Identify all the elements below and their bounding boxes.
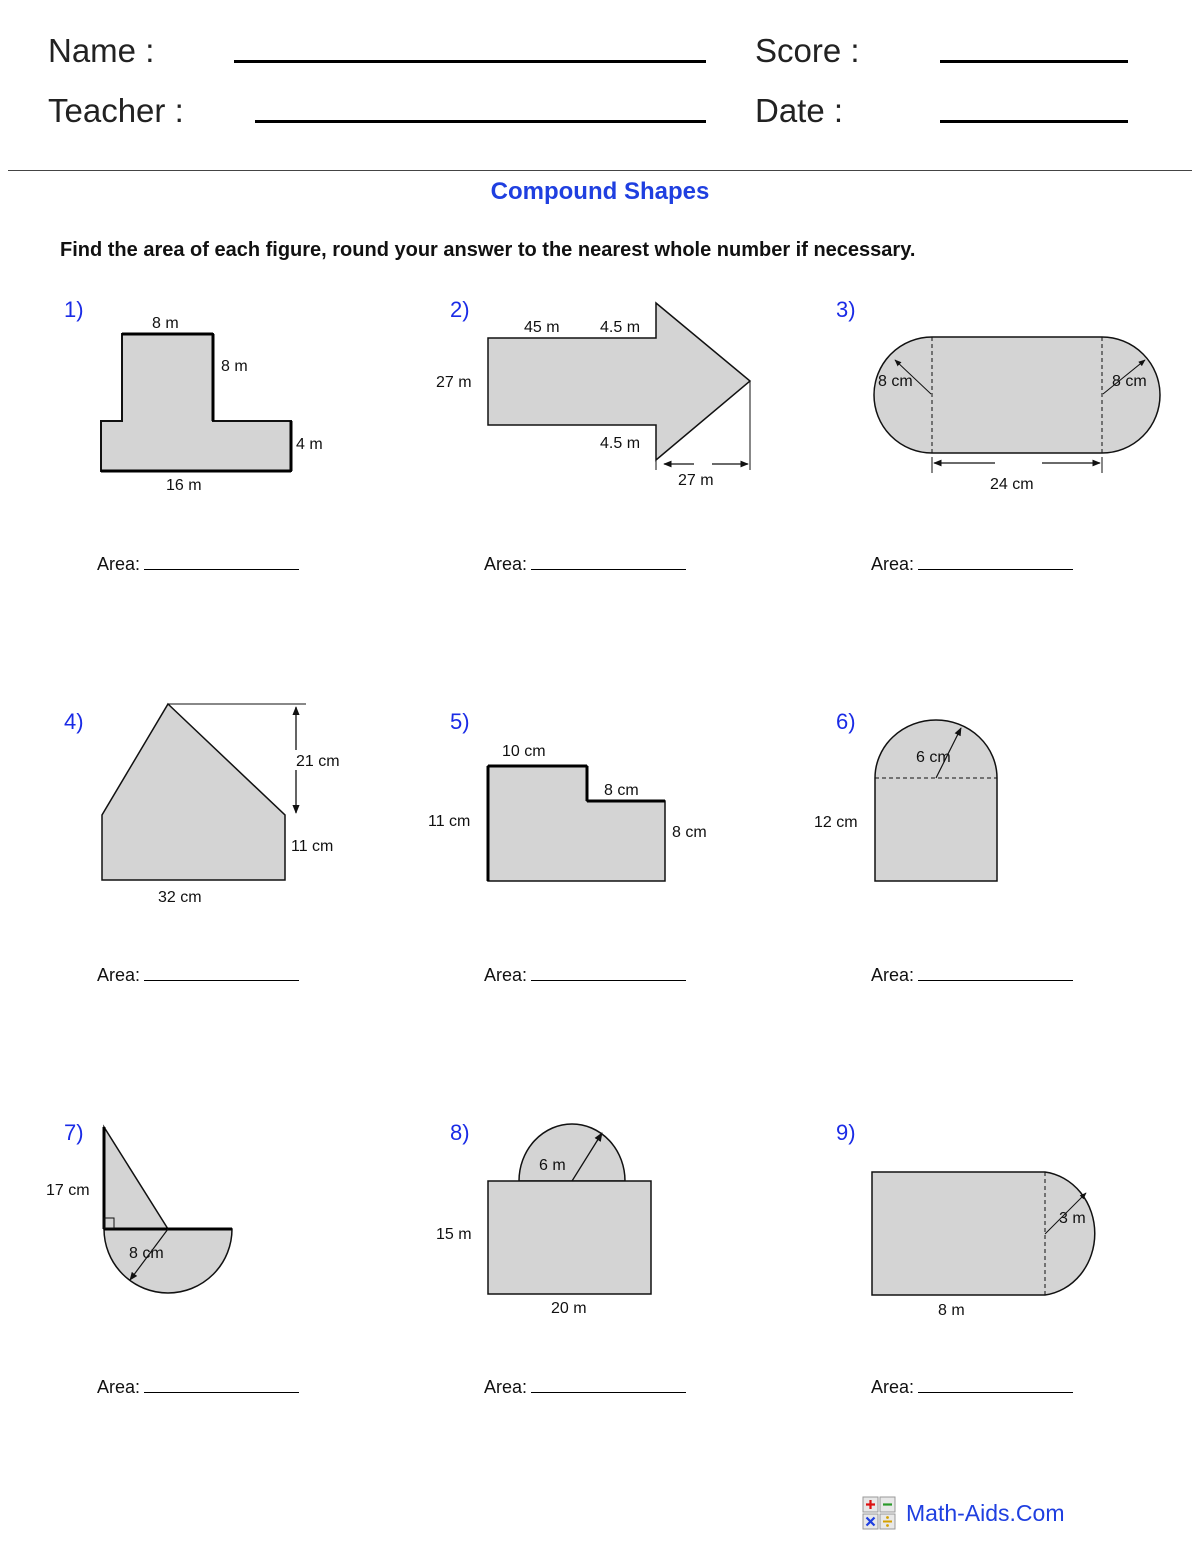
name-label: Name : — [48, 32, 155, 69]
area-label: Area: — [484, 1377, 528, 1397]
dim-label: 10 cm — [502, 743, 546, 760]
teacher-label: Teacher : — [48, 92, 184, 129]
score-label: Score : — [755, 32, 860, 69]
logo-text: Math-Aids.Com — [906, 1499, 1065, 1526]
figure-1-t-shape — [101, 315, 323, 494]
area-label: Area: — [871, 554, 915, 574]
figure-9-rect-semicircle — [872, 1172, 1095, 1319]
area-label: Area: — [871, 965, 915, 985]
problem-number: 4) — [64, 709, 84, 734]
area-answer-field[interactable] — [144, 1374, 299, 1393]
area-answer-field[interactable] — [531, 551, 686, 570]
dim-label: 8 cm — [129, 1245, 164, 1262]
dim-label: 8 cm — [878, 373, 913, 390]
dim-label: 3 m — [1059, 1210, 1086, 1227]
answer-row-8 — [484, 1374, 686, 1398]
area-answer-field[interactable] — [918, 962, 1073, 981]
area-label: Area: — [484, 554, 528, 574]
dim-label: 15 m — [436, 1226, 472, 1243]
figure-5-step-shape — [428, 743, 707, 881]
problem-number: 9) — [836, 1120, 856, 1145]
area-answer-field[interactable] — [918, 1374, 1073, 1393]
dim-label: 8 m — [152, 315, 179, 332]
dim-label: 27 m — [436, 374, 472, 391]
dim-label: 8 m — [938, 1302, 965, 1319]
answer-row-2 — [484, 551, 686, 575]
dim-label: 8 cm — [604, 782, 639, 799]
area-answer-field[interactable] — [144, 551, 299, 570]
dim-label: 17 cm — [46, 1182, 90, 1199]
answer-row-1 — [97, 551, 299, 575]
dim-label: 6 m — [539, 1157, 566, 1174]
dim-label: 8 cm — [672, 824, 707, 841]
footer-logo[interactable] — [862, 1496, 1064, 1530]
dim-label: 21 cm — [296, 753, 340, 770]
figure-3-stadium — [874, 337, 1160, 493]
dim-label: 6 cm — [916, 749, 951, 766]
problem-number: 3) — [836, 297, 856, 322]
dim-label: 27 m — [678, 472, 714, 489]
problem-number: 1) — [64, 297, 84, 322]
figure-4-pentagon — [102, 704, 340, 906]
figure-6-arch — [814, 720, 997, 881]
dim-label: 8 m — [221, 358, 248, 375]
calculator-icon — [862, 1496, 896, 1530]
dim-label: 8 cm — [1112, 373, 1147, 390]
instructions: Find the area of each figure, round your answer to the nearest whole number if necessary. — [60, 239, 916, 261]
figure-8-rect-dome — [436, 1124, 651, 1317]
worksheet-title: Compound Shapes — [490, 178, 710, 205]
dim-label: 4.5 m — [600, 319, 641, 336]
answer-row-6 — [871, 962, 1073, 986]
dim-label: 12 cm — [814, 814, 858, 831]
answer-row-3 — [871, 551, 1073, 575]
area-answer-field[interactable] — [144, 962, 299, 981]
dim-label: 20 m — [551, 1300, 587, 1317]
dim-label: 4.5 m — [600, 435, 641, 452]
dim-label: 11 cm — [291, 838, 334, 855]
area-answer-field[interactable] — [918, 551, 1073, 570]
problem-number: 7) — [64, 1120, 84, 1145]
dim-label: 32 cm — [158, 889, 202, 906]
problem-number: 2) — [450, 297, 470, 322]
problem-number: 5) — [450, 709, 470, 734]
area-label: Area: — [484, 965, 528, 985]
dim-label: 4 m — [296, 436, 323, 453]
problem-number: 6) — [836, 709, 856, 734]
area-label: Area: — [97, 965, 141, 985]
dim-label: 11 cm — [428, 813, 471, 830]
problem-number: 8) — [450, 1120, 470, 1145]
figure-2-arrow — [436, 303, 750, 489]
dim-label: 16 m — [166, 477, 202, 494]
area-answer-field[interactable] — [531, 1374, 686, 1393]
answer-row-7 — [97, 1374, 299, 1398]
area-answer-field[interactable] — [531, 962, 686, 981]
area-label: Area: — [871, 1377, 915, 1397]
area-label: Area: — [97, 1377, 141, 1397]
answer-row-9 — [871, 1374, 1073, 1398]
figure-7-triangle-semicircle — [46, 1127, 232, 1293]
answer-row-5 — [484, 962, 686, 986]
dim-label: 45 m — [524, 319, 560, 336]
area-label: Area: — [97, 554, 141, 574]
answer-row-4 — [97, 962, 299, 986]
date-label: Date : — [755, 92, 844, 129]
dim-label: 24 cm — [990, 476, 1034, 493]
